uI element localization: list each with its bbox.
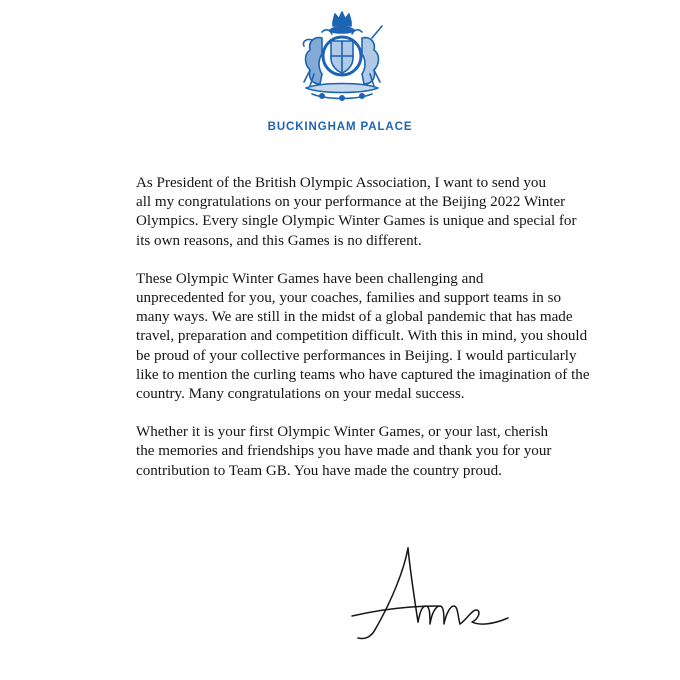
letter-paragraph: [94, 174, 614, 251]
letterhead-title: BUCKINGHAM PALACE: [267, 121, 413, 133]
text-line: its own reasons, and this Games is no different.: [136, 232, 422, 249]
letter-paragraph: [94, 270, 614, 404]
letter-paragraph: [94, 423, 614, 481]
text-line: contribution to Team GB. You have made the country proud.: [136, 462, 502, 479]
text-line: travel, preparation and competition difficult. With this in mind, you should: [136, 328, 588, 345]
text-line: country. Many congratulations on your medal success.: [136, 386, 465, 403]
handwritten-signature: [348, 540, 518, 650]
text-line: many ways. We are still in the midst of a global pandemic that has made: [136, 309, 573, 326]
text-line: unprecedented for you, your coaches, families and support teams in so: [136, 290, 562, 307]
text-line: Olympics. Every single Olympic Winter Games is unique and special for: [136, 213, 577, 230]
text-line: These Olympic Winter Games have been challenging and: [136, 270, 484, 287]
letter-body: [94, 174, 614, 500]
royal-coat-of-arms-icon: [292, 8, 392, 102]
text-line: like to mention the curling teams who have captured the imagination of the: [136, 366, 590, 383]
text-line: be proud of your collective performances in Beijing. I would particularly: [136, 347, 577, 364]
text-line: all my congratulations on your performance at the Beijing 2022 Winter: [136, 194, 566, 211]
text-line: As President of the British Olympic Association, I want to send you: [136, 175, 547, 191]
text-line: Whether it is your first Olympic Winter Games, or your last, cherish: [136, 424, 548, 441]
text-line: the memories and friendships you have made and thank you for your: [136, 443, 552, 460]
